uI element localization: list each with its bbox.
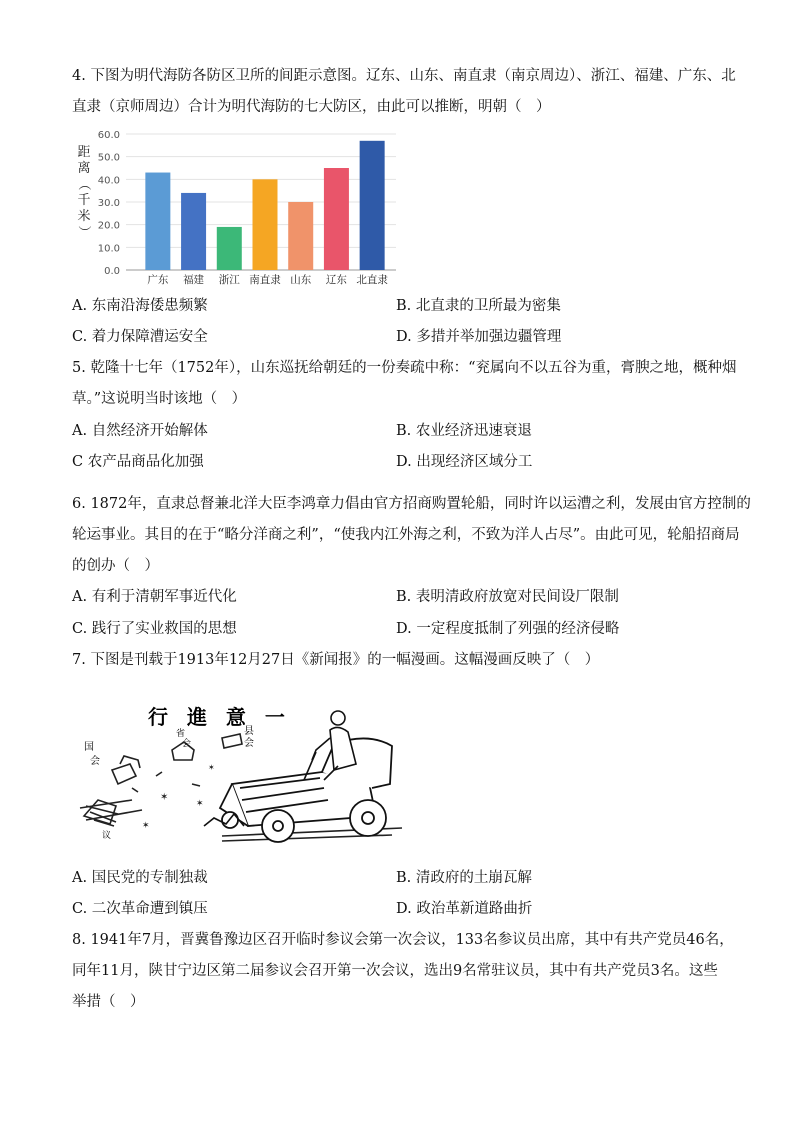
q8-stem-line1: 8. 1941年7月，晋冀鲁豫边区召开临时参议会第一次会议，133名参议员出席，其中有共产党员46名，: [72, 932, 734, 948]
chart-x-tick-label: 北直隶: [356, 274, 388, 286]
svg-text:✶: ✶: [160, 792, 169, 803]
svg-text:✶: ✶: [196, 799, 204, 809]
cartoon-title: 行 進 意 一: [148, 705, 291, 729]
chart-x-tick-label: 南直隶: [249, 274, 281, 286]
chart-bar-4: [253, 179, 278, 270]
chart-bars: [145, 141, 384, 270]
chart-y-tick-label: 0.0: [104, 266, 120, 277]
q6-option-d[interactable]: D. 一定程度抵制了列强的经济侵略: [396, 621, 620, 637]
chart-x-tick-label: 福建: [183, 274, 205, 286]
chart-bar-6: [324, 168, 349, 270]
q7-option-c[interactable]: C. 二次革命遭到镇压: [72, 901, 208, 917]
cartoon-label-5: 县: [244, 726, 254, 737]
chart-x-tick-labels: [147, 273, 388, 286]
cartoon-car: [220, 738, 392, 842]
chart-y-axis-label-char: 千: [77, 193, 91, 208]
cartoon-label-4: 会: [182, 739, 192, 749]
q8-stem-line2: 同年11月，陕甘宁边区第二届参议会召开第一次会议，选出9名常驻议员，其中有共产党员3名。这些: [72, 963, 718, 979]
chart-x-tick-label: 山东: [290, 274, 312, 286]
chart-y-axis-label-char: 米: [77, 209, 91, 224]
q7-option-b[interactable]: B. 清政府的土崩瓦解: [396, 870, 532, 886]
q6-option-c[interactable]: C. 践行了实业救国的思想: [72, 621, 237, 637]
q4-stem-line2: 直隶（京师周边）合计为明代海防的七大防区，由此可以推断，明朝（ ）: [72, 99, 551, 115]
q4-bar-chart: [74, 126, 404, 290]
q5-option-c[interactable]: C 农产品商品化加强: [72, 454, 204, 470]
cartoon-label-6: 会: [244, 738, 254, 749]
q7-stem-line1: 7. 下图是刊载于1913年12月27日《新闻报》的一幅漫画。这幅漫画反映了（ ）: [72, 652, 600, 668]
q4-stem-line1: 4. 下图为明代海防各防区卫所的间距示意图。辽东、山东、南直隶（南京周边）、浙江、福建、广东、北: [72, 68, 736, 84]
svg-text:✶: ✶: [142, 821, 150, 831]
cartoon-label-7: 议: [102, 831, 112, 841]
chart-y-tick-label: 10.0: [97, 243, 120, 255]
chart-bar-1: [145, 173, 170, 270]
cartoon-label-2: 会: [90, 756, 100, 767]
chart-y-tick-labels: [98, 130, 120, 277]
cartoon-label-3: 省: [176, 729, 186, 739]
chart-y-tick-label: 60.0: [97, 130, 120, 141]
chart-bar-7: [360, 141, 385, 270]
q4-option-c[interactable]: C. 着力保障漕运安全: [72, 329, 208, 345]
q4-option-a[interactable]: A. 东南沿海倭患频繁: [72, 298, 208, 314]
chart-y-tick-label: 20.0: [97, 220, 120, 232]
chart-bar-2: [181, 193, 206, 270]
chart-bar-5: [288, 202, 313, 270]
chart-y-axis-label-char: （: [76, 177, 91, 191]
q6-stem-line1: 6. 1872年，直隶总督兼北洋大臣李鸿章力倡由官方招商购置轮船，同时许以运漕之利，发展由官方控制的: [72, 496, 751, 512]
cartoon-label-1: 国: [84, 742, 94, 753]
q5-option-b[interactable]: B. 农业经济迅速衰退: [396, 423, 532, 439]
q4-option-b[interactable]: B. 北直隶的卫所最为密集: [396, 298, 561, 314]
svg-text:✶: ✶: [208, 763, 215, 772]
cartoon-stars: [142, 763, 215, 831]
chart-y-axis-label-char: 离: [77, 161, 91, 176]
chart-y-axis-label: [76, 145, 91, 239]
chart-y-axis-label-char: ）: [76, 225, 91, 239]
cartoon-debris: [84, 734, 242, 826]
chart-y-axis-label-char: 距: [77, 145, 91, 160]
chart-x-tick-label: 辽东: [325, 274, 347, 286]
q7-option-a[interactable]: A. 国民党的专制独裁: [72, 870, 208, 886]
q6-option-a[interactable]: A. 有利于清朝军事近代化: [72, 589, 237, 605]
q5-stem-line1: 5. 乾隆十七年（1752年），山东巡抚给朝廷的一份奏疏中称：“兖属向不以五谷为重，膏腴之地，概种烟: [72, 360, 737, 376]
q5-stem-line2: 草。”这说明当时该地（ ）: [72, 391, 247, 407]
chart-bar-3: [217, 227, 242, 270]
q4-option-d[interactable]: D. 多措并举加强边疆管理: [396, 329, 562, 345]
q6-option-b[interactable]: B. 表明清政府放宽对民间设厂限制: [396, 589, 619, 605]
q7-cartoon-image: [72, 688, 412, 850]
q5-option-a[interactable]: A. 自然经济开始解体: [72, 423, 208, 439]
chart-y-tick-label: 40.0: [97, 175, 120, 187]
chart-y-tick-label: 50.0: [97, 152, 120, 164]
q8-stem-line3: 举措（ ）: [72, 994, 145, 1010]
chart-y-tick-label: 30.0: [97, 198, 120, 209]
chart-x-tick-label: 浙江: [218, 274, 240, 286]
chart-x-tick-label: 广东: [147, 274, 169, 286]
q6-stem-line3: 的创办（ ）: [72, 558, 159, 574]
q6-stem-line2: 轮运事业。其目的在于“略分洋商之利”，“使我内江外海之利，不致为洋人占尽”。由此可见，轮船招商局: [72, 527, 740, 543]
q5-option-d[interactable]: D. 出现经济区域分工: [396, 454, 533, 470]
q7-option-d[interactable]: D. 政治革新道路曲折: [396, 901, 533, 917]
